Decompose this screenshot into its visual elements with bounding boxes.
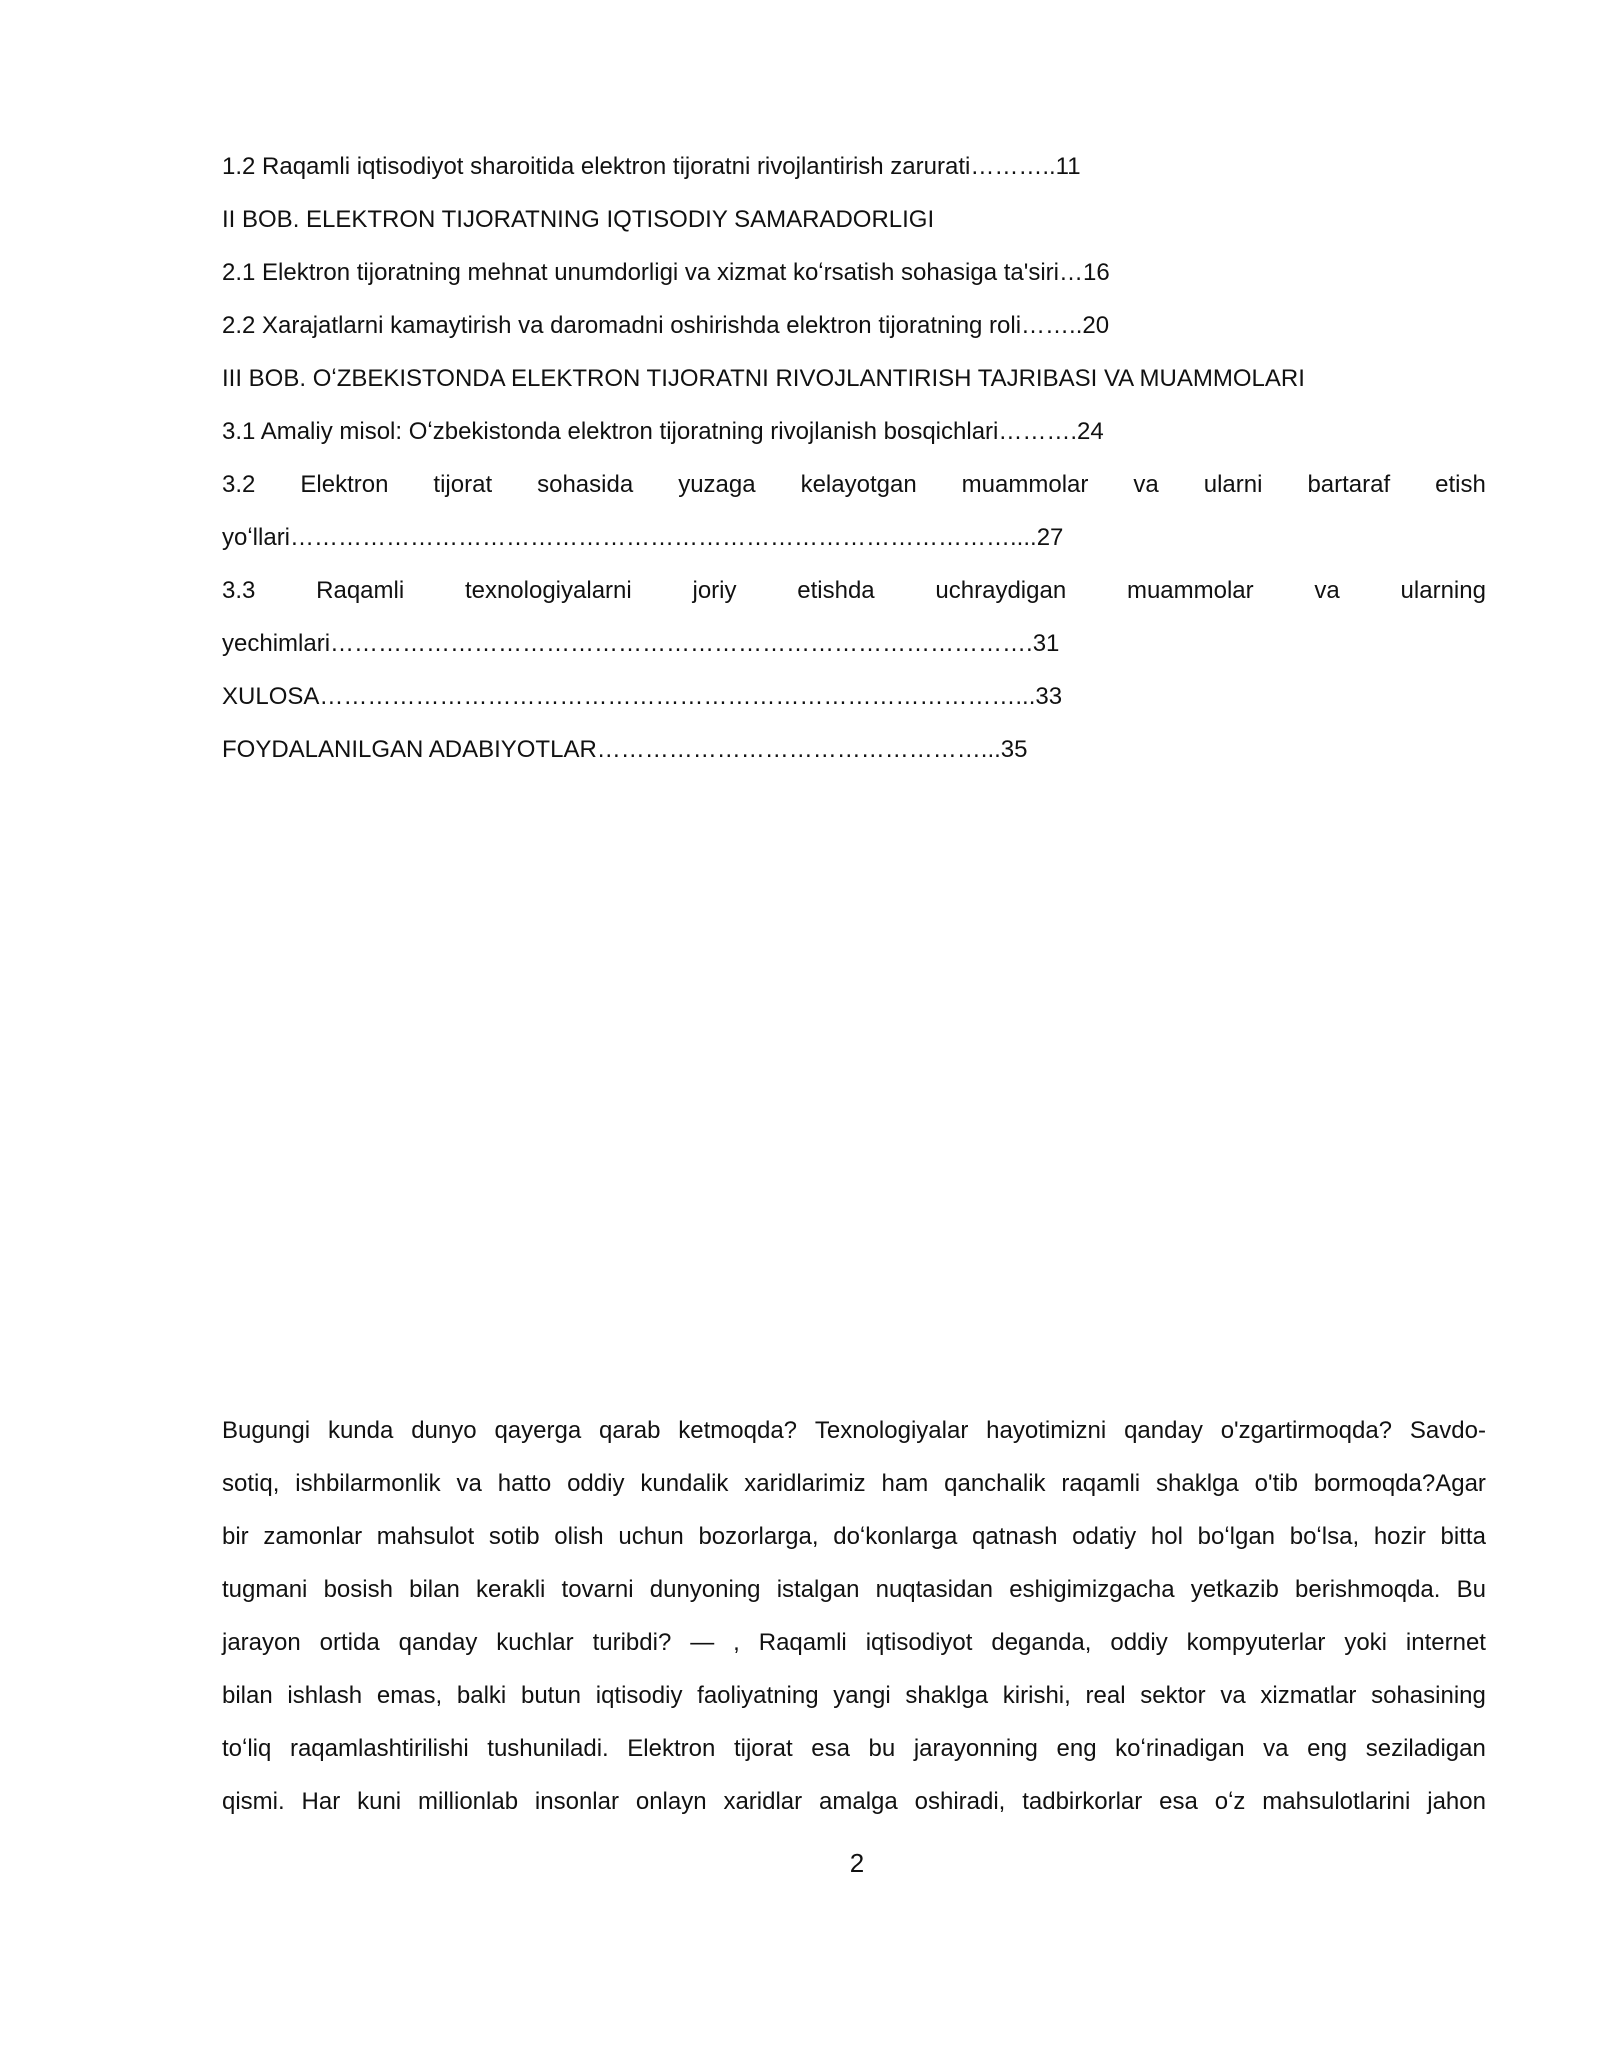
toc-entry-3-3-continuation[interactable]: yechimlari…………………………………………………………………………….31 bbox=[222, 630, 1060, 657]
paragraph-word: Raqamli bbox=[758, 1629, 847, 1656]
paragraph-line bbox=[222, 1404, 1486, 1457]
toc-word: kelayotgan bbox=[800, 471, 917, 498]
paragraph-word: kirishi, bbox=[1002, 1682, 1071, 1709]
page-number: 2 bbox=[849, 1848, 865, 1878]
paragraph-word: butun bbox=[520, 1682, 582, 1709]
paragraph-line bbox=[222, 1457, 1486, 1510]
paragraph-word: iqtisodiy bbox=[595, 1682, 683, 1709]
paragraph-word: kunda bbox=[327, 1417, 394, 1444]
paragraph-word: esa bbox=[1159, 1788, 1198, 1815]
paragraph-word: Texnologiyalar bbox=[814, 1417, 969, 1444]
paragraph-word: va bbox=[456, 1470, 482, 1497]
paragraph-word: sektor bbox=[1140, 1682, 1206, 1709]
toc-word: Raqamli bbox=[316, 577, 405, 604]
paragraph-word: , bbox=[733, 1629, 740, 1656]
paragraph-word: balki bbox=[456, 1682, 507, 1709]
paragraph-word: eng bbox=[1307, 1735, 1348, 1762]
paragraph-word: amalga bbox=[819, 1788, 898, 1815]
paragraph-word: jahon bbox=[1427, 1788, 1486, 1815]
toc-entry-1-2[interactable]: 1.2 Raqamli iqtisodiyot sharoitida elektron tijoratni rivojlantirish zarurati………..11 bbox=[222, 153, 1081, 180]
toc-chapter-2-heading[interactable]: II BOB. ELEKTRON TIJORATNING IQTISODIY SAMARADORLIGI bbox=[222, 206, 935, 233]
paragraph-word: Har bbox=[301, 1788, 341, 1815]
paragraph-word: qanday bbox=[398, 1629, 478, 1656]
paragraph-word: bitta bbox=[1440, 1523, 1486, 1550]
paragraph-word: bormoqda?Agar bbox=[1313, 1470, 1486, 1497]
paragraph-word: hatto bbox=[497, 1470, 552, 1497]
paragraph-word: zamonlar bbox=[263, 1523, 363, 1550]
paragraph-word: yangi bbox=[833, 1682, 891, 1709]
paragraph-word: koʻrinadigan bbox=[1115, 1735, 1245, 1762]
paragraph-word: ishlash bbox=[287, 1682, 363, 1709]
toc-word: etish bbox=[1435, 471, 1486, 498]
paragraph-word: eshigimizgacha bbox=[1009, 1576, 1175, 1603]
paragraph-word: oddiy bbox=[1110, 1629, 1168, 1656]
toc-conclusion[interactable]: XULOSA……………………………………………………………………………...33 bbox=[222, 683, 1063, 710]
paragraph-word: dunyoning bbox=[649, 1576, 761, 1603]
toc-word: va bbox=[1133, 471, 1159, 498]
paragraph-line bbox=[222, 1616, 1486, 1669]
paragraph-word: ketmoqda? bbox=[678, 1417, 798, 1444]
paragraph-word: toʻliq bbox=[222, 1735, 272, 1762]
paragraph-word: bilan bbox=[222, 1682, 273, 1709]
paragraph-word: yetkazib bbox=[1190, 1576, 1279, 1603]
paragraph-word: turibdi? bbox=[592, 1629, 672, 1656]
toc-word: sohasida bbox=[537, 471, 634, 498]
paragraph-line bbox=[222, 1722, 1486, 1775]
paragraph-word: Savdo- bbox=[1409, 1417, 1486, 1444]
paragraph-word: internet bbox=[1405, 1629, 1486, 1656]
toc-word: joriy bbox=[692, 577, 737, 604]
table-of-contents bbox=[222, 140, 1486, 776]
paragraph-word: real bbox=[1085, 1682, 1126, 1709]
paragraph-word: oshiradi, bbox=[914, 1788, 1006, 1815]
paragraph-word: bozorlarga, bbox=[698, 1523, 819, 1550]
paragraph-word: insonlar bbox=[534, 1788, 619, 1815]
paragraph-word: eng bbox=[1056, 1735, 1097, 1762]
paragraph-line bbox=[222, 1775, 1486, 1828]
paragraph-word: doʻkonlarga bbox=[833, 1523, 958, 1550]
toc-word: texnologiyalarni bbox=[464, 577, 632, 604]
paragraph-word: ishbilarmonlik bbox=[295, 1470, 441, 1497]
toc-word: muammolar bbox=[1126, 577, 1254, 604]
paragraph-word: jarayon bbox=[222, 1629, 301, 1656]
paragraph-word: mahsulot bbox=[376, 1523, 475, 1550]
paragraph-word: Bu bbox=[1456, 1576, 1486, 1603]
introduction-paragraph bbox=[222, 1404, 1486, 1828]
toc-entry-3-1[interactable]: 3.1 Amaliy misol: Oʻzbekistonda elektron tijoratning rivojlanish bosqichlari……….24 bbox=[222, 418, 1104, 445]
paragraph-word: tugmani bbox=[222, 1576, 308, 1603]
paragraph-word: kuchlar bbox=[496, 1629, 574, 1656]
toc-entry-3-2[interactable] bbox=[222, 458, 1486, 511]
paragraph-word: raqamli bbox=[1061, 1470, 1141, 1497]
toc-word: tijorat bbox=[433, 471, 493, 498]
paragraph-word: shaklga bbox=[905, 1682, 989, 1709]
paragraph-word: iqtisodiyot bbox=[865, 1629, 973, 1656]
paragraph-word: esa bbox=[811, 1735, 850, 1762]
toc-entry-2-2[interactable]: 2.2 Xarajatlarni kamaytirish va daromadni oshirishda elektron tijoratning roli……..20 bbox=[222, 312, 1110, 339]
toc-word: bartaraf bbox=[1307, 471, 1391, 498]
paragraph-word: millionlab bbox=[418, 1788, 519, 1815]
toc-references[interactable]: FOYDALANILGAN ADABIYOTLAR…………………………………………...35 bbox=[222, 736, 1028, 763]
toc-word: va bbox=[1314, 577, 1340, 604]
paragraph-word: bilan bbox=[409, 1576, 460, 1603]
paragraph-word: nuqtasidan bbox=[875, 1576, 994, 1603]
paragraph-word: shaklga bbox=[1156, 1470, 1239, 1497]
paragraph-word: qanchalik bbox=[944, 1470, 1046, 1497]
paragraph-word: onlayn bbox=[635, 1788, 707, 1815]
toc-chapter-3-heading[interactable]: III BOB. OʻZBEKISTONDA ELEKTRON TIJORATNI RIVOJLANTIRISH TAJRIBASI VA MUAMMOLARI bbox=[222, 365, 1305, 392]
paragraph-word: kerakli bbox=[476, 1576, 546, 1603]
paragraph-word: xizmatlar bbox=[1260, 1682, 1357, 1709]
paragraph-word: ortida bbox=[319, 1629, 380, 1656]
paragraph-word: boʻlsa, bbox=[1289, 1523, 1360, 1550]
toc-word: Elektron bbox=[300, 471, 389, 498]
paragraph-word: qarab bbox=[599, 1417, 661, 1444]
paragraph-word: hozir bbox=[1373, 1523, 1426, 1550]
paragraph-word: olish bbox=[554, 1523, 604, 1550]
paragraph-line bbox=[222, 1510, 1486, 1563]
paragraph-word: faoliyatning bbox=[697, 1682, 819, 1709]
paragraph-word: oddiy bbox=[567, 1470, 625, 1497]
paragraph-word: xaridlarimiz bbox=[744, 1470, 866, 1497]
paragraph-word: qayerga bbox=[494, 1417, 582, 1444]
paragraph-word: boʻlgan bbox=[1197, 1523, 1276, 1550]
paragraph-word: bu bbox=[868, 1735, 896, 1762]
paragraph-word: bosish bbox=[323, 1576, 393, 1603]
paragraph-word: sotib bbox=[488, 1523, 540, 1550]
toc-word: ularning bbox=[1400, 577, 1486, 604]
paragraph-word: va bbox=[1263, 1735, 1289, 1762]
paragraph-word: uchun bbox=[618, 1523, 684, 1550]
paragraph-word: deganda, bbox=[991, 1629, 1092, 1656]
paragraph-word: Bugungi bbox=[222, 1417, 311, 1444]
toc-word: ularni bbox=[1203, 471, 1263, 498]
paragraph-word: istalgan bbox=[776, 1576, 860, 1603]
paragraph-word: oʻz bbox=[1214, 1788, 1246, 1815]
paragraph-word: kuni bbox=[357, 1788, 402, 1815]
toc-entry-3-3[interactable] bbox=[222, 564, 1486, 617]
paragraph-word: tushuniladi. bbox=[487, 1735, 609, 1762]
paragraph-word: tijorat bbox=[733, 1735, 793, 1762]
paragraph-word: tovarni bbox=[561, 1576, 634, 1603]
paragraph-word: ham bbox=[881, 1470, 929, 1497]
toc-word: 3.2 bbox=[222, 471, 256, 498]
toc-word: muammolar bbox=[961, 471, 1089, 498]
toc-entry-3-2-continuation[interactable]: yoʻllari………………………………………………………………………………....27 bbox=[222, 524, 1064, 551]
paragraph-line bbox=[222, 1563, 1486, 1616]
paragraph-word: o'tib bbox=[1254, 1470, 1298, 1497]
paragraph-word: xaridlar bbox=[723, 1788, 803, 1815]
paragraph-word: va bbox=[1220, 1682, 1246, 1709]
paragraph-word: emas, bbox=[376, 1682, 443, 1709]
paragraph-word: hol bbox=[1150, 1523, 1183, 1550]
paragraph-word: mahsulotlarini bbox=[1262, 1788, 1411, 1815]
paragraph-word: bir bbox=[222, 1523, 249, 1550]
paragraph-word: o'zgartirmoqda? bbox=[1220, 1417, 1393, 1444]
paragraph-word: berishmoqda. bbox=[1295, 1576, 1441, 1603]
paragraph-word: raqamlashtirilishi bbox=[289, 1735, 469, 1762]
paragraph-word: seziladigan bbox=[1365, 1735, 1486, 1762]
paragraph-word: sotiq, bbox=[222, 1470, 280, 1497]
paragraph-word: — bbox=[690, 1629, 715, 1656]
paragraph-line bbox=[222, 1669, 1486, 1722]
toc-entry-2-1[interactable]: 2.1 Elektron tijoratning mehnat unumdorligi va xizmat koʻrsatish sohasiga ta'siri…16 bbox=[222, 259, 1110, 286]
paragraph-word: kundalik bbox=[640, 1470, 729, 1497]
paragraph-word: odatiy bbox=[1072, 1523, 1137, 1550]
paragraph-word: Elektron bbox=[627, 1735, 716, 1762]
paragraph-word: qanday bbox=[1124, 1417, 1203, 1444]
paragraph-word: kompyuterlar bbox=[1186, 1629, 1326, 1656]
toc-word: etishda bbox=[797, 577, 875, 604]
paragraph-word: qismi. bbox=[222, 1788, 285, 1815]
paragraph-word: tadbirkorlar bbox=[1022, 1788, 1143, 1815]
paragraph-word: jarayonning bbox=[913, 1735, 1038, 1762]
paragraph-word: sohasining bbox=[1371, 1682, 1486, 1709]
toc-word: 3.3 bbox=[222, 577, 256, 604]
toc-word: yuzaga bbox=[678, 471, 756, 498]
paragraph-word: yoki bbox=[1344, 1629, 1387, 1656]
paragraph-word: qatnash bbox=[972, 1523, 1058, 1550]
toc-word: uchraydigan bbox=[935, 577, 1067, 604]
paragraph-word: hayotimizni bbox=[986, 1417, 1107, 1444]
paragraph-word: dunyo bbox=[411, 1417, 477, 1444]
